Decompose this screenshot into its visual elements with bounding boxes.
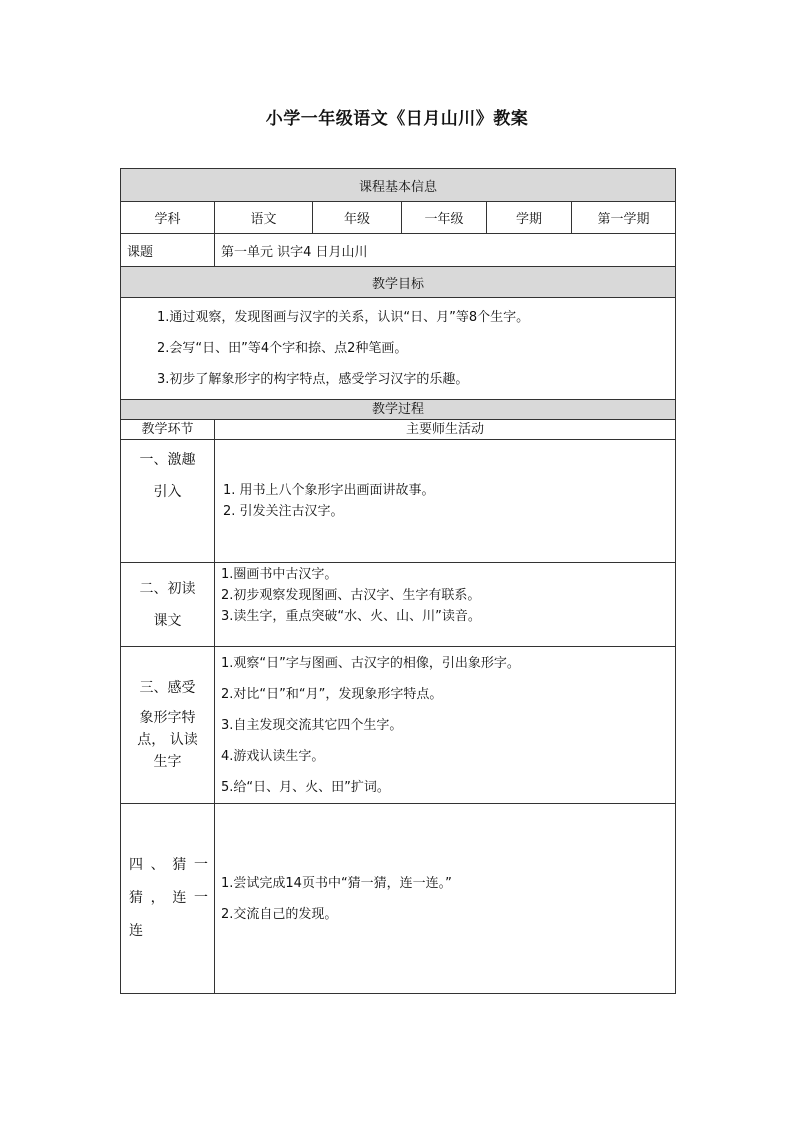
stage-activities bbox=[215, 563, 676, 647]
objectives-header: 教学目标 bbox=[121, 267, 676, 298]
lesson-plan-table bbox=[120, 168, 676, 994]
term-value: 第一学期 bbox=[572, 202, 676, 234]
objective-item: 1.通过观察，发现图画与汉字的关系，认识“日、月”等8个生字。 bbox=[157, 310, 530, 325]
stage-activities bbox=[215, 804, 676, 994]
stage-activities bbox=[215, 647, 676, 804]
subject-value: 语文 bbox=[215, 202, 313, 234]
process-col-stage: 教学环节 bbox=[121, 420, 215, 440]
grade-label: 年级 bbox=[313, 202, 402, 234]
term-label: 学期 bbox=[487, 202, 572, 234]
subject-label: 学科 bbox=[121, 202, 215, 234]
activity-item: 3.读生字，重点突破“水、火、山、川”读音。 bbox=[221, 609, 481, 624]
process-col-activity: 主要师生活动 bbox=[215, 420, 676, 440]
activity-item: 1. 用书上八个象形字出画面讲故事。 bbox=[223, 483, 435, 498]
activity-item: 1.圈画书中古汉字。 bbox=[221, 567, 338, 582]
stage-name: 三、感受 象形字特 点， 认读 生字 bbox=[121, 647, 215, 804]
activity-item: 1.尝试完成14页书中“猜一猜，连一连。” bbox=[221, 875, 452, 891]
activity-item: 3.自主发现交流其它四个生字。 bbox=[221, 717, 403, 733]
stage-name: 一、激趣 引入 bbox=[121, 440, 215, 563]
objective-item: 3.初步了解象形字的构字特点，感受学习汉字的乐趣。 bbox=[157, 372, 469, 387]
activity-item: 4.游戏认读生字。 bbox=[221, 748, 325, 764]
process-header: 教学过程 bbox=[121, 400, 676, 420]
grade-value: 一年级 bbox=[402, 202, 487, 234]
page-title: 小学一年级语文《日月山川》教案 bbox=[265, 109, 529, 129]
topic-label: 课题 bbox=[121, 234, 215, 267]
activity-item: 2.交流自己的发现。 bbox=[221, 906, 338, 922]
activity-item: 2.对比“日”和“月”，发现象形字特点。 bbox=[221, 686, 443, 702]
stage-name: 二、初读 课文 bbox=[121, 563, 215, 647]
objective-item: 2.会写“日、田”等4个字和捺、点2种笔画。 bbox=[157, 341, 408, 356]
activity-item: 2.初步观察发现图画、古汉字、生字有联系。 bbox=[221, 588, 481, 603]
basic-info-header: 课程基本信息 bbox=[121, 169, 676, 202]
activity-item: 2. 引发关注古汉字。 bbox=[223, 504, 344, 519]
stage-name: 四 、 猜 一 猜 ， 连 一 连 bbox=[121, 804, 215, 994]
stage-activities bbox=[215, 440, 676, 563]
objectives-list bbox=[121, 298, 676, 400]
activity-item: 1.观察“日”字与图画、古汉字的相像，引出象形字。 bbox=[221, 655, 520, 671]
activity-item: 5.给“日、月、火、田”扩词。 bbox=[221, 779, 390, 795]
topic-value: 第一单元 识字4 日月山川 bbox=[215, 234, 676, 267]
